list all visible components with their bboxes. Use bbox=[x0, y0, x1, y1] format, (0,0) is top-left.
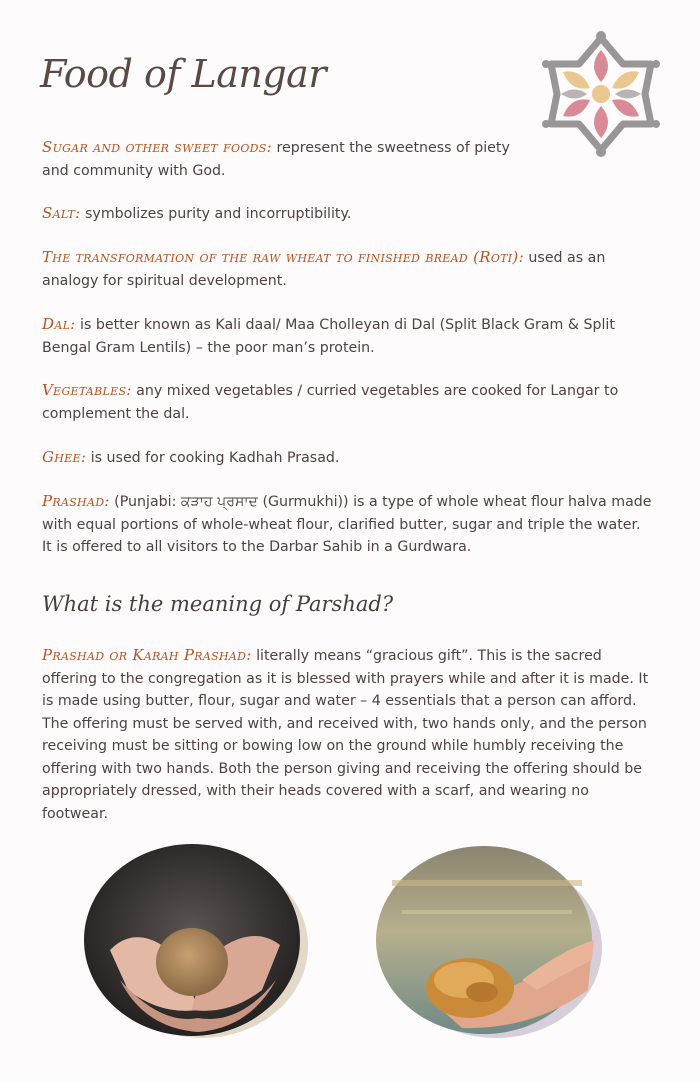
page-title: Food of Langar bbox=[40, 52, 326, 96]
lotus-ornament-icon bbox=[534, 18, 668, 170]
section-subtitle: What is the meaning of Parshad? bbox=[42, 592, 394, 616]
entry-salt bbox=[42, 202, 652, 226]
entry-term: Prashad: bbox=[42, 492, 110, 510]
entry-text: is used for cooking Kadhah Prasad. bbox=[86, 450, 340, 466]
entry-roti bbox=[42, 246, 652, 292]
entry-term: Prashad or Karah Prashad: bbox=[42, 646, 252, 664]
photo-prashad-water bbox=[372, 840, 608, 1040]
entry-text: symbolizes purity and incorruptibility. bbox=[80, 206, 352, 222]
entry-term: Salt: bbox=[42, 204, 81, 222]
entry-term: The transformation of the raw wheat to finished bread (Roti): bbox=[42, 248, 524, 266]
entry-term: Ghee: bbox=[42, 448, 87, 466]
entry-parshad-meaning bbox=[42, 644, 657, 825]
photo-hands-prashad bbox=[80, 840, 316, 1040]
entry-dal bbox=[42, 313, 652, 359]
entry-text: literally means “gracious gift”. This is the sacred offering to the congregation as it is blessed with prayers while and after it is made. It is made using butter, flour, sugar and water – 4 essentials that a person can afford. The offering must be served with, and received with, two hands only, and the person receiving must be sitting or bowing low on the ground while humbly receiving the offering with two hands. Both the person giving and receiving the offering should be appropriately dressed, with their heads covered with a scarf, and wearing no footwear. bbox=[42, 648, 649, 822]
entry-ghee bbox=[42, 446, 652, 470]
entry-text: used as an analogy for spiritual development. bbox=[42, 250, 606, 289]
entry-prashad bbox=[42, 490, 652, 559]
entry-text: is better known as Kali daal/ Maa Cholleyan di Dal (Split Black Gram & Split Bengal Gram Lentils) – the poor man’s protein. bbox=[42, 317, 615, 356]
entry-vegetables bbox=[42, 379, 652, 425]
entry-text: represent the sweetness of piety and community with God. bbox=[42, 140, 510, 179]
entry-term: Dal: bbox=[42, 315, 76, 333]
entry-text: any mixed vegetables / curried vegetables are cooked for Langar to complement the dal. bbox=[42, 383, 619, 422]
entry-text: (Punjabi: ਕੜਾਹ ਪ੍ਰਸਾਦ (Gurmukhi)) is a type of whole wheat flour halva made with equal portions of whole-wheat flour, clarified butter, sugar and triple the water. It is offered to all visitors to the Darbar Sahib in a Gurdwara. bbox=[42, 494, 652, 555]
entry-term: Sugar and other sweet foods: bbox=[42, 138, 272, 156]
entry-term: Vegetables: bbox=[42, 381, 132, 399]
entry-sugar bbox=[42, 136, 537, 182]
